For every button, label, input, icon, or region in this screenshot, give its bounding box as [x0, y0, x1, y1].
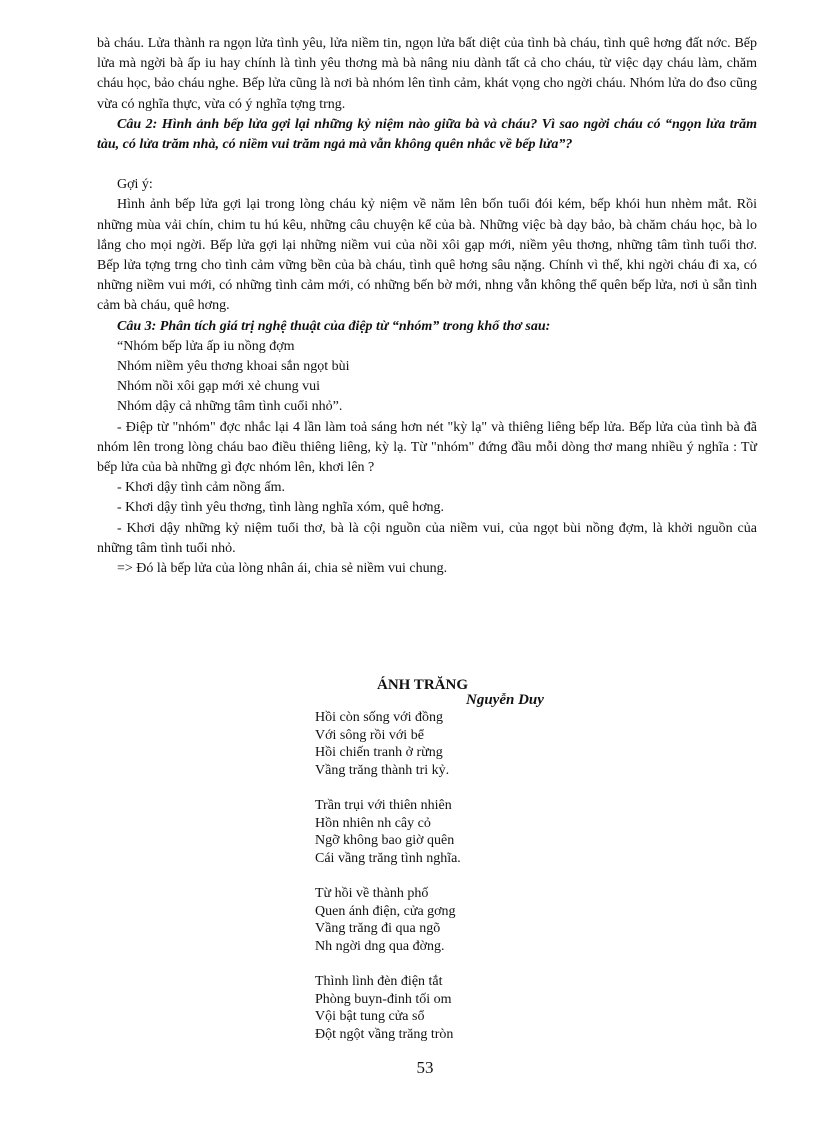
- quote-line: “Nhóm bếp lửa ấp iu nồng đợm: [117, 338, 295, 354]
- poem-line: Thình lình đèn điện tắt: [315, 973, 443, 989]
- conclusion: => Đó là bếp lửa của lòng nhân ái, chia sẻ niềm vui chung.: [117, 561, 448, 577]
- analysis-paragraph: - Điệp từ "nhóm" đợc nhắc lại 4 lần làm toả sáng hơn nét "kỳ lạ" và thiêng liêng bếp lửa. Bếp lửa của tình bà đã nhóm lên trong lòng cháu bao điều thiêng liêng, kỳ lạ. Từ "nhóm" đứng đầu mỗi dòng thơ mang nhiều ý nghĩa : Từ bếp lửa của bà những gì đợc nhóm lên, khơi lên ?: [97, 419, 757, 476]
- poem-stanza: [315, 709, 461, 779]
- bullet-item: - Khơi dậy những kỷ niệm tuổi thơ, bà là cội nguồn của niềm vui, của ngọt bùi nồng đợm, là khởi nguồn của những tâm tình tuổi nhỏ.: [97, 520, 757, 556]
- poem-author: Nguyễn Duy: [466, 692, 544, 708]
- bullet-item: - Khơi dậy tình yêu thơng, tình làng nghĩa xóm, quê hơng.: [117, 500, 445, 516]
- poem-line: Quen ánh điện, cửa gơng: [315, 903, 456, 919]
- quote-line: Nhóm niềm yêu thơng khoai sắn ngọt bùi: [117, 359, 350, 375]
- poem-body: [315, 709, 461, 1061]
- poem-line: Với sông rồi với bể: [315, 727, 424, 743]
- body-text: [97, 34, 757, 579]
- intro-paragraph: bà cháu. Lửa thành ra ngọn lửa tình yêu, lửa niềm tin, ngọn lửa bất diệt của tình bà cháu, tình quê hơng đất nớc. Bếp lửa mà ngời bà ấp iu hay chính là tình yêu thơng mà bà nâng niu dành tất cả cho cháu, từ việc dạy cháu làm, chăm cháu học, bảo cháu nghe. Bếp lửa cũng là nơi bà nhóm lên tình cảm, khát vọng cho ngời cháu. Nhóm lửa do đso cũng vừa có nghĩa thực, vừa có ý nghĩa tợng trng.: [97, 36, 757, 112]
- poem-title: ÁNH TRĂNG: [377, 677, 468, 693]
- poem-line: Hồi còn sống với đồng: [315, 710, 443, 725]
- quote-line: Nhóm dậy cả những tâm tình cuổi nhỏ”.: [117, 399, 343, 415]
- page-number: 53: [416, 1058, 434, 1077]
- question-2: Câu 2: Hình ảnh bếp lửa gợi lại những kỷ niệm nào giữa bà và cháu? Vì sao ngời cháu có “ngọn lửa trăm tàu, có lửa trăm nhà, có niềm vui trăm ngả mà vẫn không quên nhắc về bếp lửa”?: [97, 116, 757, 153]
- poem-line: Từ hồi về thành phố: [315, 885, 429, 901]
- poem-line: Vầng trăng đi qua ngõ: [315, 921, 441, 937]
- poem-line: Nh ngời dng qua đờng.: [315, 938, 445, 954]
- hint-label: Gợi ý:: [117, 177, 153, 193]
- bullet-item: - Khơi dậy tình cảm nồng ấm.: [117, 480, 285, 496]
- poem-stanza: [315, 797, 461, 867]
- answer-2: Hình ảnh bếp lửa gợi lại trong lòng cháu kỷ niệm về năm lên bốn tuổi đói kém, bếp khói hun nhèm mắt. Rồi những mùa vải chín, chim tu hú kêu, những câu chuyện kể của bà. Những việc bà dạy bảo, bà chăm cháu học, bà lo lắng cho mọi ngời. Bếp lửa gợi lại những niềm vui của nồi xôi gạp mới, niềm yêu thơng, những tâm tình tuổi thơ. Bếp lửa tợng trng cho tình cảm vững bền của bà cháu, tình quê hơng sâu nặng. Chính vì thế, khi ngời cháu đi xa, có những niềm vui mới, có những tình cảm mới, có những bến bờ mới, nhng vẫn không thể quên bếp lửa, nơi ủ sẵn tình cảm bà cháu, quê hơng.: [97, 197, 757, 314]
- poem-line: Trần trụi với thiên nhiên: [315, 797, 452, 813]
- spacer: [97, 155, 757, 175]
- poem-line: Phòng buyn-đinh tối om: [315, 991, 452, 1007]
- poem-stanza: [315, 973, 461, 1043]
- poem-line: Vầng trăng thành tri kỷ.: [315, 762, 450, 778]
- poem-line: Hồi chiến tranh ở rừng: [315, 745, 443, 761]
- poem-stanza: [315, 885, 461, 955]
- poem-line: Ngỡ không bao giờ quên: [315, 833, 455, 849]
- question-3: Câu 3: Phân tích giá trị nghệ thuật của điệp từ “nhóm” trong khổ thơ sau:: [117, 318, 551, 334]
- poem-line: Đột ngột vầng trăng tròn: [315, 1026, 454, 1042]
- poem-line: Cái vầng trăng tình nghĩa.: [315, 850, 461, 866]
- poem-line: Vội bật tung cửa sổ: [315, 1009, 425, 1025]
- poem-line: Hồn nhiên nh cây cỏ: [315, 815, 431, 831]
- quote-line: Nhóm nồi xôi gạp mới xẻ chung vui: [117, 379, 320, 395]
